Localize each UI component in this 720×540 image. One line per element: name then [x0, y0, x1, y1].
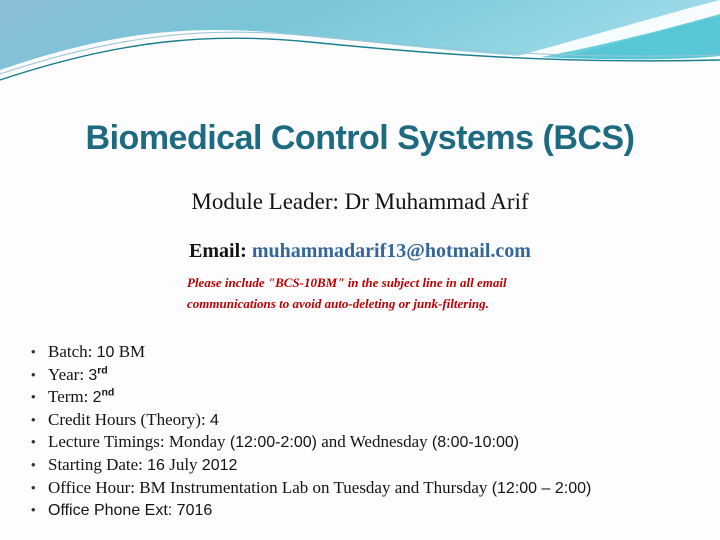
bullet-segment: 10	[96, 344, 115, 361]
bullet-marker-icon: •	[31, 434, 36, 450]
bullet-marker-icon: •	[31, 479, 36, 495]
bullet-marker-icon: •	[31, 366, 36, 382]
email-address[interactable]: muhammadarif13@hotmail.com	[251, 240, 531, 262]
bullet-segment: Term:	[48, 387, 93, 407]
note-line-2: communications to avoid auto-deleting or junk-filtering.	[187, 295, 489, 311]
bullet-item	[0, 341, 700, 364]
bullet-segment: nd	[101, 386, 115, 399]
email-label: Email:	[189, 240, 247, 262]
bullet-segment: and Wednesday	[316, 432, 432, 452]
bullet-segment: 16	[147, 456, 165, 474]
bullet-item	[0, 454, 700, 477]
course-info-bullet-list	[0, 341, 700, 522]
module-leader-text: Module Leader: Dr Muhammad Arif	[191, 189, 529, 214]
bullet-segment: 4	[209, 411, 219, 429]
bullet-marker-icon: •	[31, 389, 36, 405]
bullet-segment: BM	[114, 342, 146, 361]
bullet-item	[0, 431, 700, 454]
bullet-segment: rd	[97, 363, 108, 376]
bullet-segment: Credit Hours (Theory):	[48, 409, 210, 429]
slide-title: Biomedical Control Systems (BCS)	[85, 118, 635, 157]
bullet-segment: (8:00-10:00)	[431, 434, 520, 452]
bullet-segment: (12:00 – 2:00)	[491, 479, 592, 497]
bullet-segment: Office Hour: BM Instrumentation Lab on Tuesday and Thursday	[48, 477, 492, 497]
bullet-segment: Office Phone Ext: 7016	[48, 502, 213, 520]
wave-header-decoration	[0, 0, 720, 110]
note-line-1: Please include "BCS-10BM" in the subject line in all email	[187, 275, 507, 290]
bullet-segment: Batch:	[48, 342, 97, 361]
bullet-item	[0, 477, 700, 500]
bullet-segment: 3	[88, 366, 98, 384]
bullet-item	[0, 499, 700, 522]
bullet-segment: 2012	[201, 456, 238, 474]
bullet-marker-icon: •	[31, 502, 36, 518]
bullet-segment: July	[164, 454, 202, 474]
bullet-item	[0, 386, 700, 409]
bullet-marker-icon: •	[31, 411, 36, 427]
bullet-marker-icon: •	[31, 344, 36, 359]
bullet-segment: Starting Date:	[48, 454, 148, 474]
bullet-segment: 2	[92, 389, 102, 407]
bullet-marker-icon: •	[31, 456, 36, 472]
bullet-segment: Lecture Timings: Monday	[48, 432, 230, 452]
bullet-item	[0, 364, 700, 387]
bullet-segment: (12:00-2:00)	[229, 434, 317, 452]
email-line	[0, 240, 720, 263]
bullet-segment: Year:	[48, 364, 89, 384]
email-policy-note	[187, 273, 567, 315]
bullet-item	[0, 409, 700, 432]
